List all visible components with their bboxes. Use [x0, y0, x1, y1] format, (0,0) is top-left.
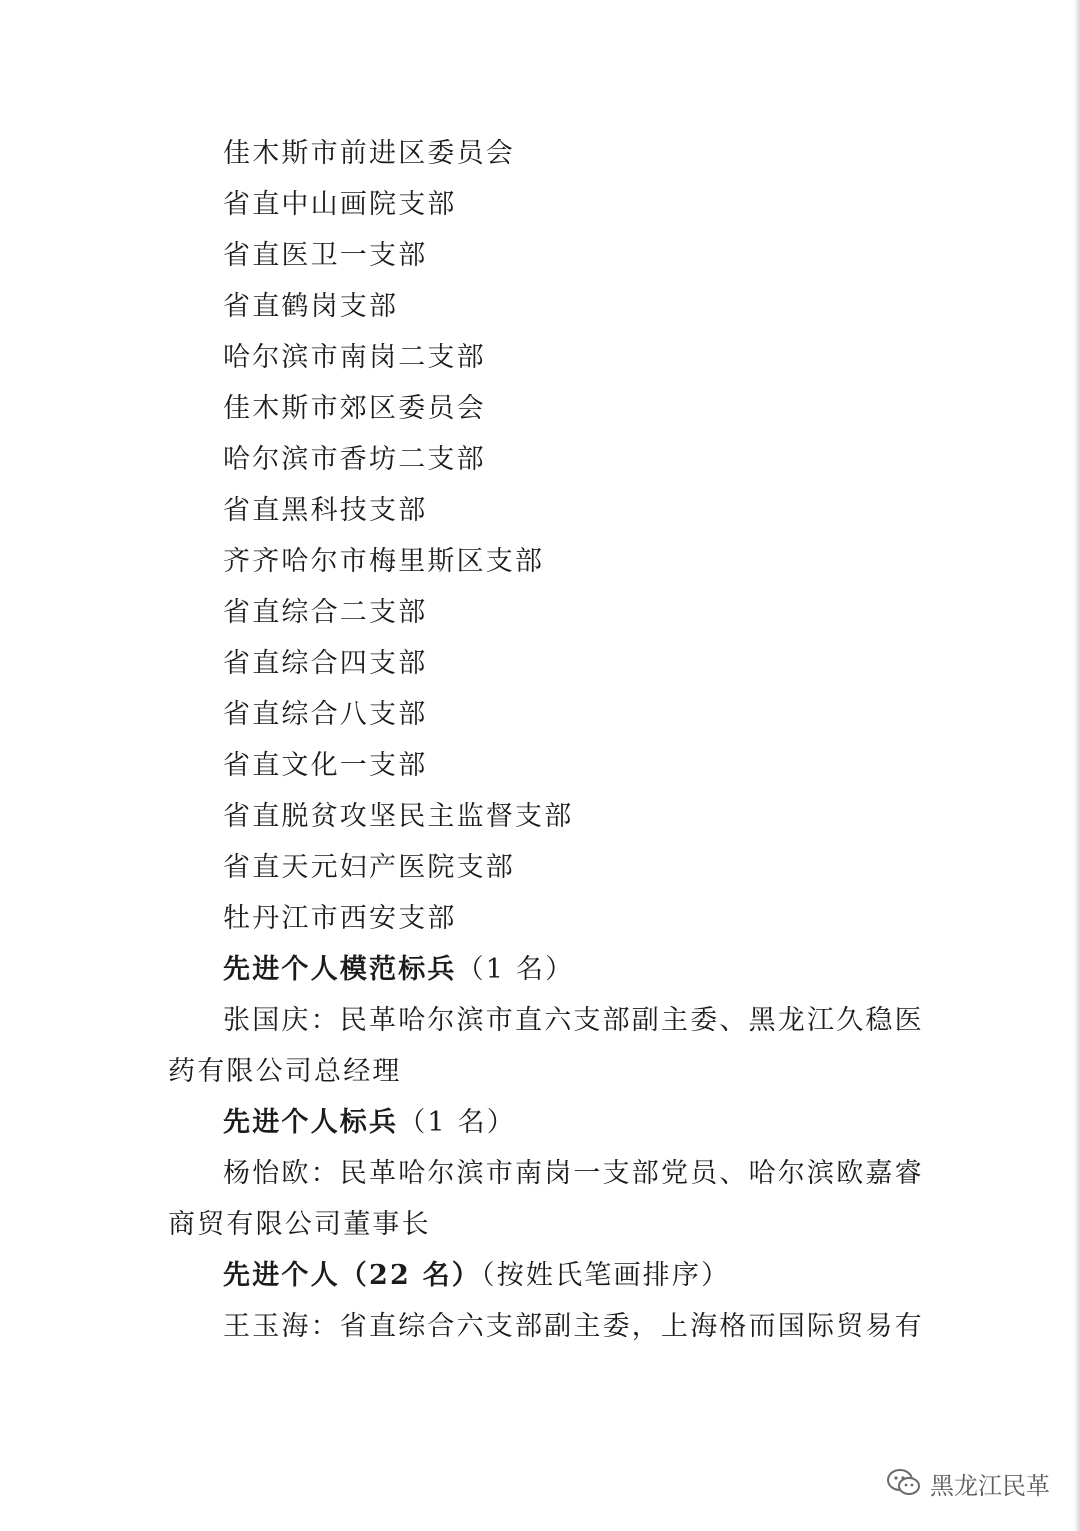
soldier-entry: 杨怡欧：民革哈尔滨市南岗一支部党员、哈尔滨欧嘉睿	[223, 1158, 924, 1189]
model-soldier-title: 先进个人模范标兵	[223, 954, 457, 985]
unit-item: 省直文化一支部	[223, 750, 428, 781]
unit-item: 哈尔滨市香坊二支部	[223, 444, 486, 475]
unit-item: 省直黑科技支部	[223, 495, 428, 526]
model-soldier-entry: 张国庆：民革哈尔滨市直六支部副主委、黑龙江久稳医	[223, 1005, 924, 1036]
unit-item: 牡丹江市西安支部	[223, 903, 457, 934]
account-watermark	[886, 1463, 1050, 1503]
unit-item: 省直脱贫攻坚民主监督支部	[223, 801, 574, 832]
unit-item: 齐齐哈尔市梅里斯区支部	[223, 546, 545, 577]
unit-item: 省直综合八支部	[223, 699, 428, 730]
unit-item: 佳木斯市前进区委员会	[223, 138, 515, 169]
unit-item: 省直综合四支部	[223, 648, 428, 679]
individuals-note: （按姓氏笔画排序）	[480, 1260, 731, 1291]
unit-item: 佳木斯市郊区委员会	[223, 393, 486, 424]
unit-item: 省直鹤岗支部	[223, 291, 399, 322]
model-soldier-count: （1 名）	[456, 954, 575, 985]
wechat-icon	[886, 1468, 922, 1498]
unit-item: 省直综合二支部	[223, 597, 428, 628]
unit-item: 哈尔滨市南岗二支部	[223, 342, 486, 373]
soldier-title: 先进个人标兵	[223, 1107, 399, 1138]
soldier-count: （1 名）	[398, 1107, 516, 1138]
watermark-text: 黑龙江民革	[930, 1471, 1050, 1500]
soldier-heading	[168, 1097, 928, 1148]
unit-item: 省直天元妇产医院支部	[223, 852, 515, 883]
individual-entry: 王玉海：省直综合六支部副主委，上海格而国际贸易有	[223, 1311, 924, 1342]
individuals-heading	[168, 1250, 928, 1301]
unit-item: 省直医卫一支部	[223, 240, 428, 271]
unit-item: 省直中山画院支部	[223, 189, 457, 220]
document-content	[168, 128, 928, 1352]
individuals-title: 先进个人（22 名）	[223, 1260, 481, 1291]
soldier-entry-continued: 商贸有限公司董事长	[168, 1209, 431, 1240]
page-edge-shadow	[1074, 0, 1080, 1531]
model-soldier-entry-continued: 药有限公司总经理	[168, 1056, 402, 1087]
model-soldier-heading	[168, 944, 928, 995]
